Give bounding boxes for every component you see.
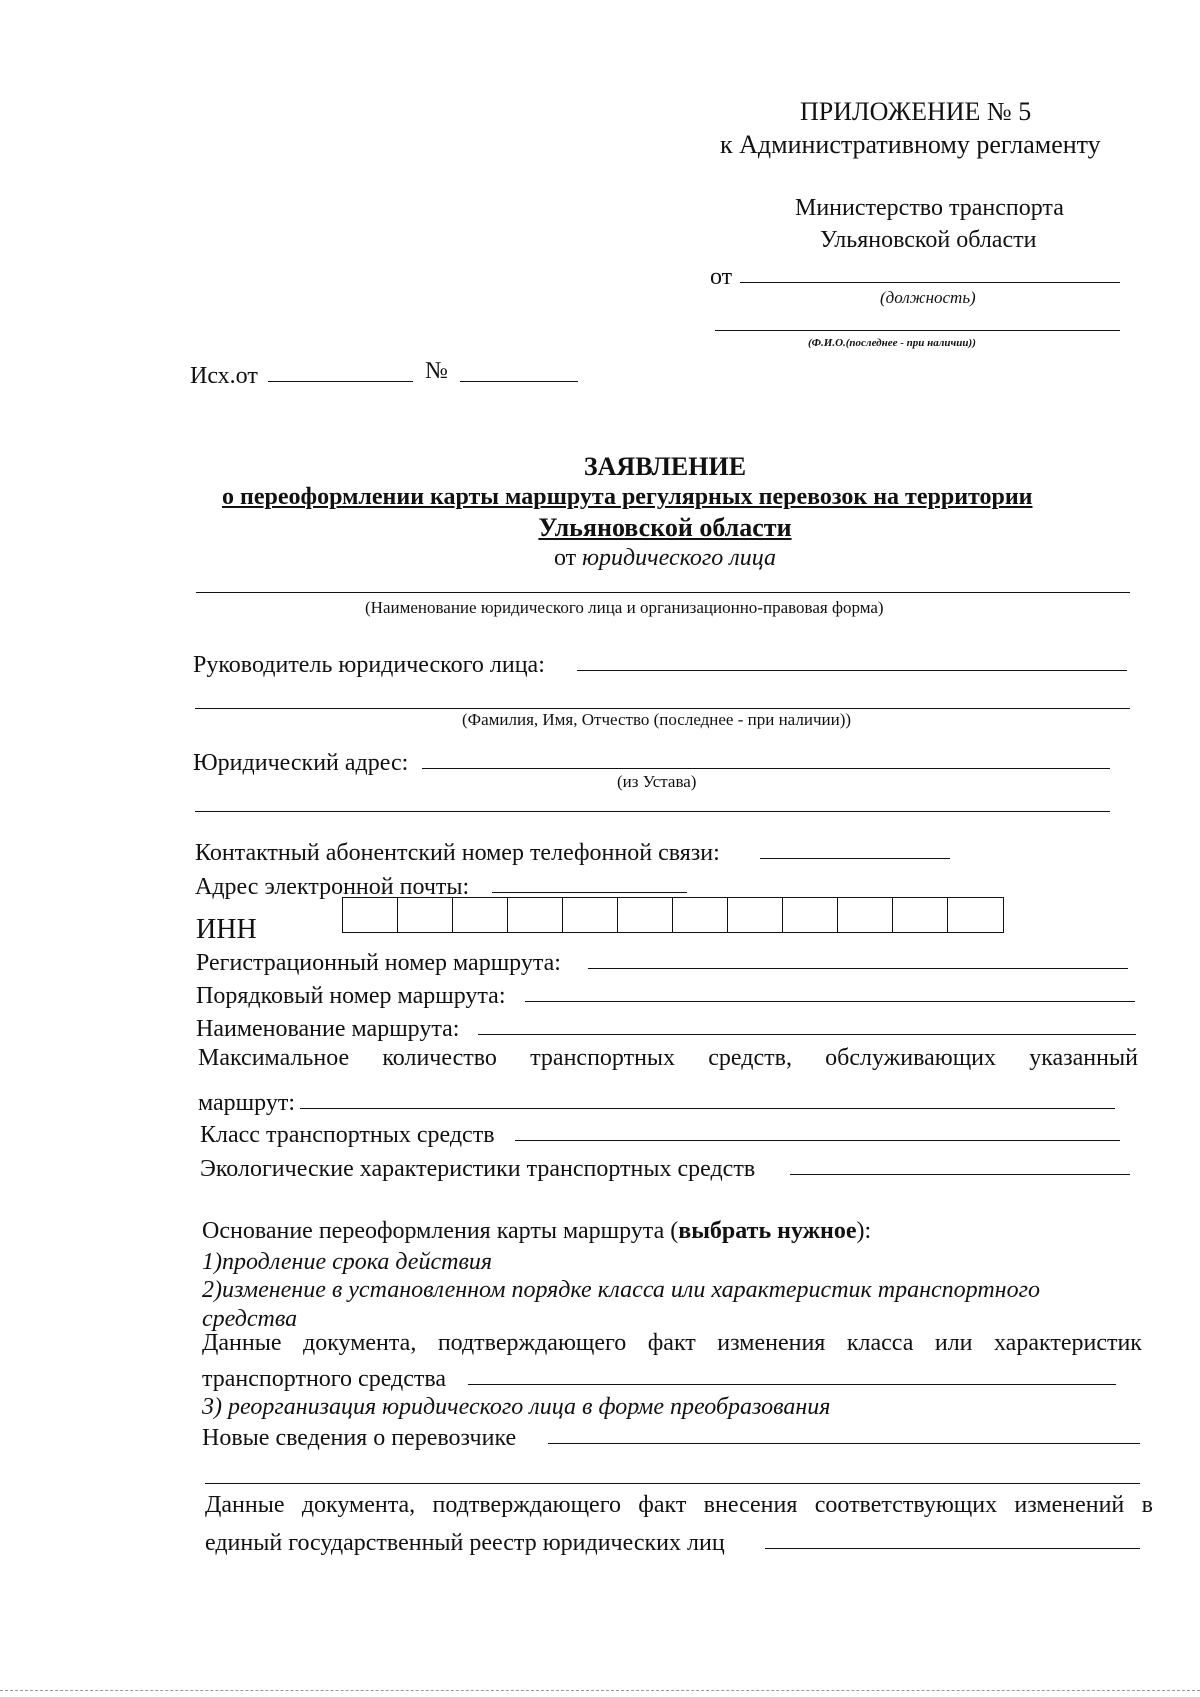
inn-cell[interactable] (398, 898, 453, 932)
org-name-caption: (Наименование юридического лица и организационно-правовая форма) (365, 598, 884, 617)
outgoing-number-field[interactable] (460, 381, 578, 382)
egrul-line (205, 1492, 1153, 1519)
reg-number-label: Регистрационный номер маршрута: (196, 950, 561, 976)
vehicle-class-field[interactable] (515, 1140, 1120, 1141)
word: транспортных (530, 1045, 676, 1071)
max-vehicles-cont: маршрут: (198, 1090, 295, 1116)
inn-cell[interactable] (838, 898, 893, 932)
inn-cell[interactable] (563, 898, 618, 932)
appendix-title: ПРИЛОЖЕНИЕ № 5 (800, 97, 1032, 126)
word: в (1141, 1492, 1153, 1518)
address-caption: (из Устава) (617, 772, 697, 791)
phone-field[interactable] (760, 858, 950, 859)
applicant-prefix: от (553, 545, 583, 571)
egrul-cont: единый государственный реестр юридических лиц (205, 1530, 725, 1556)
address-label: Юридический адрес: (193, 750, 409, 776)
from-label: от (710, 264, 733, 290)
word: подтверждающего (432, 1492, 621, 1518)
scan-edge-divider (0, 1690, 1200, 1691)
new-info-field[interactable] (548, 1443, 1140, 1444)
inn-cell[interactable] (673, 898, 728, 932)
egrul-field[interactable] (765, 1548, 1140, 1549)
basis-option-3[interactable]: 3) реорганизация юридического лица в форме преобразования (202, 1394, 831, 1420)
word: характеристик (994, 1330, 1142, 1356)
head-field-cont[interactable] (195, 708, 1130, 709)
inn-cell[interactable] (893, 898, 948, 932)
inn-cell[interactable] (783, 898, 838, 932)
word: изменений (1014, 1492, 1125, 1518)
inn-cell[interactable] (728, 898, 783, 932)
route-name-field[interactable] (478, 1034, 1136, 1035)
inn-label: ИНН (196, 914, 257, 945)
basis-option-2-line2: средства (202, 1306, 298, 1332)
address-field-cont[interactable] (195, 811, 1110, 812)
vehicle-class-label: Класс транспортных средств (200, 1122, 495, 1148)
word: Максимальное (198, 1045, 350, 1071)
word: обслуживающих (825, 1045, 997, 1071)
position-caption: (должность) (880, 288, 976, 307)
inn-cell[interactable] (453, 898, 508, 932)
head-label: Руководитель юридического лица: (193, 652, 545, 678)
word: Данные (202, 1330, 282, 1356)
eco-field[interactable] (790, 1174, 1130, 1175)
outgoing-from-label: Исх.от (190, 363, 258, 389)
word: факт (638, 1492, 687, 1518)
document-subject-line1: о переоформлении карты маршрута регулярных перевозок на территории (222, 484, 1033, 510)
head-field[interactable] (577, 670, 1127, 671)
address-field[interactable] (422, 768, 1110, 769)
fio-field[interactable] (715, 330, 1120, 331)
basis-intro-end: ): (856, 1218, 872, 1244)
word: изменения (717, 1330, 826, 1356)
doc-change-field[interactable] (468, 1384, 1116, 1385)
new-info-label: Новые сведения о перевозчике (202, 1425, 517, 1451)
eco-label: Экологические характеристики транспортных средств (200, 1156, 756, 1182)
seq-number-field[interactable] (525, 1001, 1135, 1002)
word: документа, (302, 1330, 417, 1356)
phone-label: Контактный абонентский номер телефонной связи: (195, 840, 720, 866)
word: средств, (708, 1045, 792, 1071)
word: факт (647, 1330, 696, 1356)
word: внесения (703, 1492, 798, 1518)
outgoing-number-label: № (425, 358, 448, 384)
appendix-subtitle: к Административному регламенту (720, 130, 1101, 159)
inn-cell[interactable] (343, 898, 398, 932)
addressee-line2: Ульяновской области (820, 227, 1037, 253)
basis-intro-bold: выбрать нужное (678, 1218, 857, 1244)
outgoing-date-field[interactable] (268, 381, 413, 382)
word: или (934, 1330, 973, 1356)
org-name-field[interactable] (196, 592, 1130, 593)
head-caption: (Фамилия, Имя, Отчество (последнее - при наличии)) (462, 710, 852, 729)
inn-cell[interactable] (618, 898, 673, 932)
basis-option-1[interactable]: 1)продление срока действия (202, 1249, 493, 1275)
basis-intro (202, 1218, 871, 1245)
addressee-line1: Министерство транспорта (795, 195, 1064, 221)
document-applicant-type (0, 545, 1200, 572)
basis-intro-text: Основание переоформления карты маршрута ( (202, 1218, 679, 1244)
new-info-field-cont[interactable] (205, 1483, 1140, 1484)
document-title: ЗАЯВЛЕНИЕ (583, 452, 747, 481)
doc-change-line (202, 1330, 1142, 1357)
route-name-label: Наименование маршрута: (196, 1016, 460, 1042)
email-label: Адрес электронной почты: (195, 874, 470, 900)
word: указанный (1029, 1045, 1138, 1071)
fio-caption: (Ф.И.О.(последнее - при наличии)) (808, 337, 976, 349)
word: Данные (205, 1492, 285, 1518)
basis-option-2-line1[interactable]: 2)изменение в установленном порядке класса или характеристик транспортного (202, 1277, 1040, 1303)
seq-number-label: Порядковый номер маршрута: (196, 983, 506, 1009)
email-field[interactable] (492, 892, 687, 893)
word: документа, (301, 1492, 416, 1518)
inn-cell[interactable] (948, 898, 1003, 932)
max-vehicles-line (198, 1045, 1138, 1072)
word: класса (846, 1330, 914, 1356)
max-vehicles-field[interactable] (300, 1108, 1115, 1109)
position-field[interactable] (740, 282, 1120, 283)
word: количество (382, 1045, 497, 1071)
word: подтверждающего (437, 1330, 627, 1356)
reg-number-field[interactable] (588, 968, 1128, 969)
inn-cell[interactable] (508, 898, 563, 932)
applicant-type-italic: юридического лица (582, 545, 777, 571)
inn-grid[interactable] (342, 897, 1004, 933)
document-subject-line2: Ульяновской области (538, 513, 792, 542)
doc-change-cont: транспортного средства (202, 1366, 447, 1392)
word: соответствующих (814, 1492, 998, 1518)
